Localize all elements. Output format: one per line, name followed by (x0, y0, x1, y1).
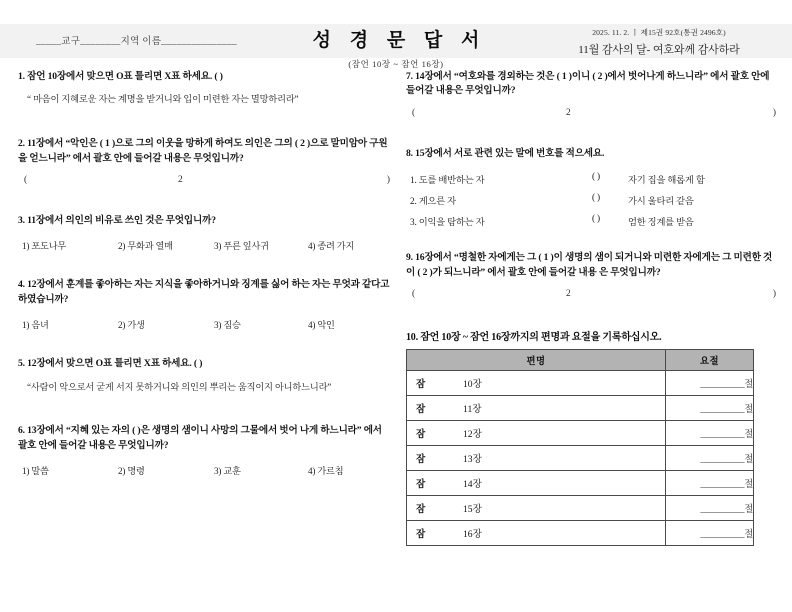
question-5-quote: “사람이 악으로서 굳게 서지 못하거니와 의인의 뿌리는 움직이지 아니하느니라” (27, 381, 332, 392)
question-3-text: 3. 11장에서 의인의 비유로 쓰인 것은 무엇입니까? (18, 214, 216, 226)
spacer (18, 331, 392, 357)
match-left-label: 2. 게으른 자 (410, 197, 456, 208)
question-1-quote: “ 마음이 지혜로운 자는 계명을 받거니와 입이 미련한 자는 멸망하리라” (27, 94, 299, 105)
choice-1[interactable]: 1) 포도나무 (22, 241, 67, 252)
cell-verse[interactable]: __________절 (666, 420, 754, 445)
spacer (406, 121, 778, 147)
answer-blank-2: 2 (566, 107, 571, 118)
question-6 (18, 424, 392, 477)
chapter-label: 12장 (463, 428, 482, 440)
question-8-matching-list (406, 172, 778, 235)
monthly-slogan: 11월 감사의 달- 여호와께 감사하라 (578, 44, 740, 56)
match-row[interactable] (406, 214, 778, 235)
table-row[interactable] (407, 495, 754, 520)
match-left-label: 1. 도를 배반하는 자 (410, 176, 485, 187)
choice-3[interactable]: 3) 교훈 (214, 466, 241, 477)
student-fields-line: _____교구________지역 이름_______________ (36, 37, 237, 47)
chapter-label: 16장 (463, 528, 482, 540)
match-row[interactable] (406, 172, 778, 193)
answer-blank-2: 2 (566, 288, 571, 299)
cell-verse[interactable]: __________절 (666, 520, 754, 545)
answer-blank-1: ( (412, 288, 416, 299)
cell-book[interactable] (407, 445, 666, 470)
question-9-text: 9. 16장에서 “명철한 자에게는 그 ( 1 )이 생명의 샘이 되거니와 미련한 자에게는 그 미련한 것이 ( 2 )가 되느니라” 에서 괄호 안에 들어갈 내용 은 무엇입니까? (406, 252, 773, 278)
question-10 (406, 328, 778, 546)
question-8 (406, 147, 778, 235)
question-2-answer-line[interactable] (18, 175, 392, 188)
choice-4[interactable]: 4) 악인 (308, 320, 335, 331)
cell-book[interactable] (407, 420, 666, 445)
question-4-choices (18, 317, 392, 331)
question-5 (18, 357, 392, 394)
question-2 (18, 137, 392, 188)
question-8-text: 8. 15장에서 서로 관련 있는 말에 번호를 적으세요. (406, 147, 605, 159)
book-abbr: 잠 (416, 403, 426, 415)
table-row[interactable] (407, 445, 754, 470)
answer-blank-close: ) (386, 174, 390, 185)
table-body (407, 370, 754, 545)
match-answer-blank[interactable]: ( ) (592, 172, 600, 183)
table-row[interactable] (407, 470, 754, 495)
match-right-label: 가시 울타리 같음 (628, 197, 694, 208)
match-right-label: 자기 집을 해롭게 함 (628, 176, 705, 187)
match-answer-blank[interactable]: ( ) (592, 193, 600, 204)
question-7-text: 7. 14장에서 “여호와를 경외하는 것은 ( 1 )이니 ( 2 )에서 벗어나게 하느니라” 에서 괄호 안에 들어갈 내용은 무엇입니까? (406, 71, 770, 97)
choice-4[interactable]: 4) 종려 가지 (308, 241, 355, 252)
page-header (0, 24, 792, 58)
chapter-label: 11장 (463, 403, 482, 415)
question-5-text: 5. 12장에서 맞으면 O표 틀리면 X표 하세요. ( ) (18, 358, 203, 370)
question-1-text: 1. 잠언 10장에서 맞으면 O표 틀리면 X표 하세요. ( ) (18, 71, 223, 82)
chapter-label: 15장 (463, 503, 482, 515)
question-4 (18, 278, 392, 331)
column-header-book: 편명 (407, 349, 666, 370)
table-row[interactable] (407, 370, 754, 395)
question-9 (406, 251, 778, 302)
answer-blank-2: 2 (178, 174, 183, 185)
match-right-label: 엄한 징계를 받음 (628, 218, 694, 229)
cell-verse[interactable]: __________절 (666, 470, 754, 495)
question-10-title: 10. 잠언 10장 ~ 잠언 16장까지의 편명과 요절을 기록하십시오. (406, 331, 662, 343)
cell-verse[interactable]: __________절 (666, 495, 754, 520)
spacer (18, 394, 392, 424)
answer-blank-close: ) (772, 107, 776, 118)
question-6-choices (18, 463, 392, 477)
cell-book[interactable] (407, 470, 666, 495)
table-row[interactable] (407, 420, 754, 445)
cell-book[interactable] (407, 520, 666, 545)
question-3-choices (18, 238, 392, 252)
table-header-row (407, 349, 754, 370)
match-left-label: 3. 이익을 탐하는 자 (410, 218, 485, 229)
issue-number: 2025. 11. 2. ㅣ 제15권 92호(통권 2496호) (592, 28, 726, 37)
answer-blank-close: ) (772, 288, 776, 299)
verse-record-table (406, 349, 754, 546)
choice-4[interactable]: 4) 가르침 (308, 466, 344, 477)
choice-1[interactable]: 1) 음녀 (22, 320, 49, 331)
cell-book[interactable] (407, 370, 666, 395)
page-subtitle: (잠언 10장 ~ 잠언 16장) (348, 59, 444, 69)
choice-3[interactable]: 3) 짐승 (214, 320, 241, 331)
choice-1[interactable]: 1) 말씀 (22, 466, 49, 477)
book-abbr: 잠 (416, 528, 426, 540)
issue-info (544, 27, 774, 57)
cell-verse[interactable]: __________절 (666, 445, 754, 470)
page-title: 성 경 문 답 서 (312, 30, 487, 51)
spacer (18, 107, 392, 137)
question-6-text: 6. 13장에서 “지혜 있는 자의 ( )은 생명의 샘이니 사망의 그물에서 벗어 나게 하느니라” 에서 괄호 안에 들어갈 내용은 무엇입니까? (18, 425, 382, 451)
spacer (18, 188, 392, 214)
question-4-text: 4. 12장에서 훈계를 좋아하는 자는 지식을 좋아하거니와 징계를 싫어 하는 자는 무엇과 같다고 하였습니까? (18, 279, 390, 305)
cell-book[interactable] (407, 495, 666, 520)
chapter-label: 13장 (463, 453, 482, 465)
book-abbr: 잠 (416, 378, 426, 390)
match-answer-blank[interactable]: ( ) (592, 214, 600, 225)
choice-2[interactable]: 2) 무화과 열매 (118, 241, 173, 252)
question-7-answer-line[interactable] (406, 108, 778, 121)
column-header-verse: 요절 (666, 349, 754, 370)
right-column (406, 70, 778, 546)
question-2-text: 2. 11장에서 “악인은 ( 1 )으로 그의 이웃을 망하게 하여도 의인은 그의 ( 2 )으로 말미암아 구원을 얻느니라” 에서 괄호 안에 들어갈 내용은 무엇입니까? (18, 138, 388, 164)
question-7 (406, 70, 778, 121)
question-9-answer-line[interactable] (406, 289, 778, 302)
cell-verse[interactable]: __________절 (666, 395, 754, 420)
cell-verse[interactable]: __________절 (666, 370, 754, 395)
chapter-label: 10장 (463, 378, 482, 390)
book-abbr: 잠 (416, 503, 426, 515)
chapter-label: 14장 (463, 478, 482, 490)
choice-3[interactable]: 3) 푸른 잎사귀 (214, 241, 269, 252)
cell-book[interactable] (407, 395, 666, 420)
table-row[interactable] (407, 395, 754, 420)
table-row[interactable] (407, 520, 754, 545)
match-row[interactable] (406, 193, 778, 214)
book-abbr: 잠 (416, 478, 426, 490)
choice-2[interactable]: 2) 가생 (118, 320, 145, 331)
answer-blank-1: ( (24, 174, 28, 185)
answer-blank-1: ( (412, 107, 416, 118)
book-abbr: 잠 (416, 428, 426, 440)
spacer (406, 235, 778, 251)
book-abbr: 잠 (416, 453, 426, 465)
question-1 (18, 70, 392, 107)
spacer (406, 302, 778, 328)
spacer (18, 252, 392, 278)
choice-2[interactable]: 2) 명령 (118, 466, 145, 477)
question-3 (18, 214, 392, 252)
left-column (18, 70, 392, 477)
